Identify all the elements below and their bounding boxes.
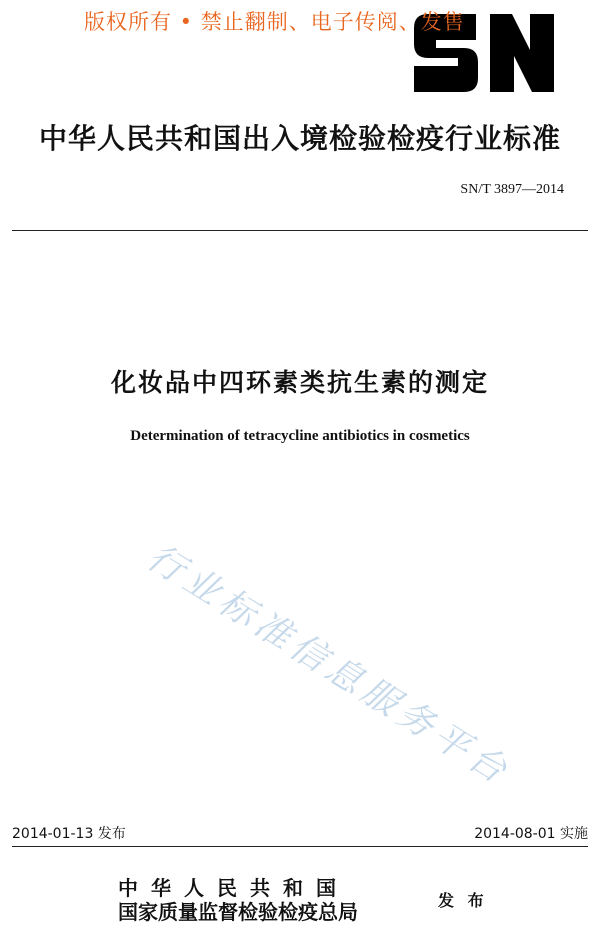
top-divider [12,230,588,231]
document-title-en: Determination of tetracycline antibiotics in cosmetics [130,428,470,444]
bottom-divider [12,846,588,847]
copyright-notice: 版权所有 • 禁止翻制、电子传阅、发售 [84,10,465,34]
issuer-line-1: 中华人民共和国 [118,876,349,900]
issue-date: 2014-01-13 发布 [12,826,126,842]
issuer-line-2: 国家质量监督检验检疫总局 [118,900,358,924]
watermark: 行业标准信息服务平台 [140,536,518,795]
org-title: 中华人民共和国出入境检验检疫行业标准 [38,122,561,155]
standard-number: SN/T 3897—2014 [460,182,564,197]
issuer-block [118,876,358,924]
implementation-date: 2014-08-01 实施 [474,826,588,842]
document-title-cn: 化妆品中四环素类抗生素的测定 [110,368,489,397]
issue-verb: 发 布 [438,891,488,910]
